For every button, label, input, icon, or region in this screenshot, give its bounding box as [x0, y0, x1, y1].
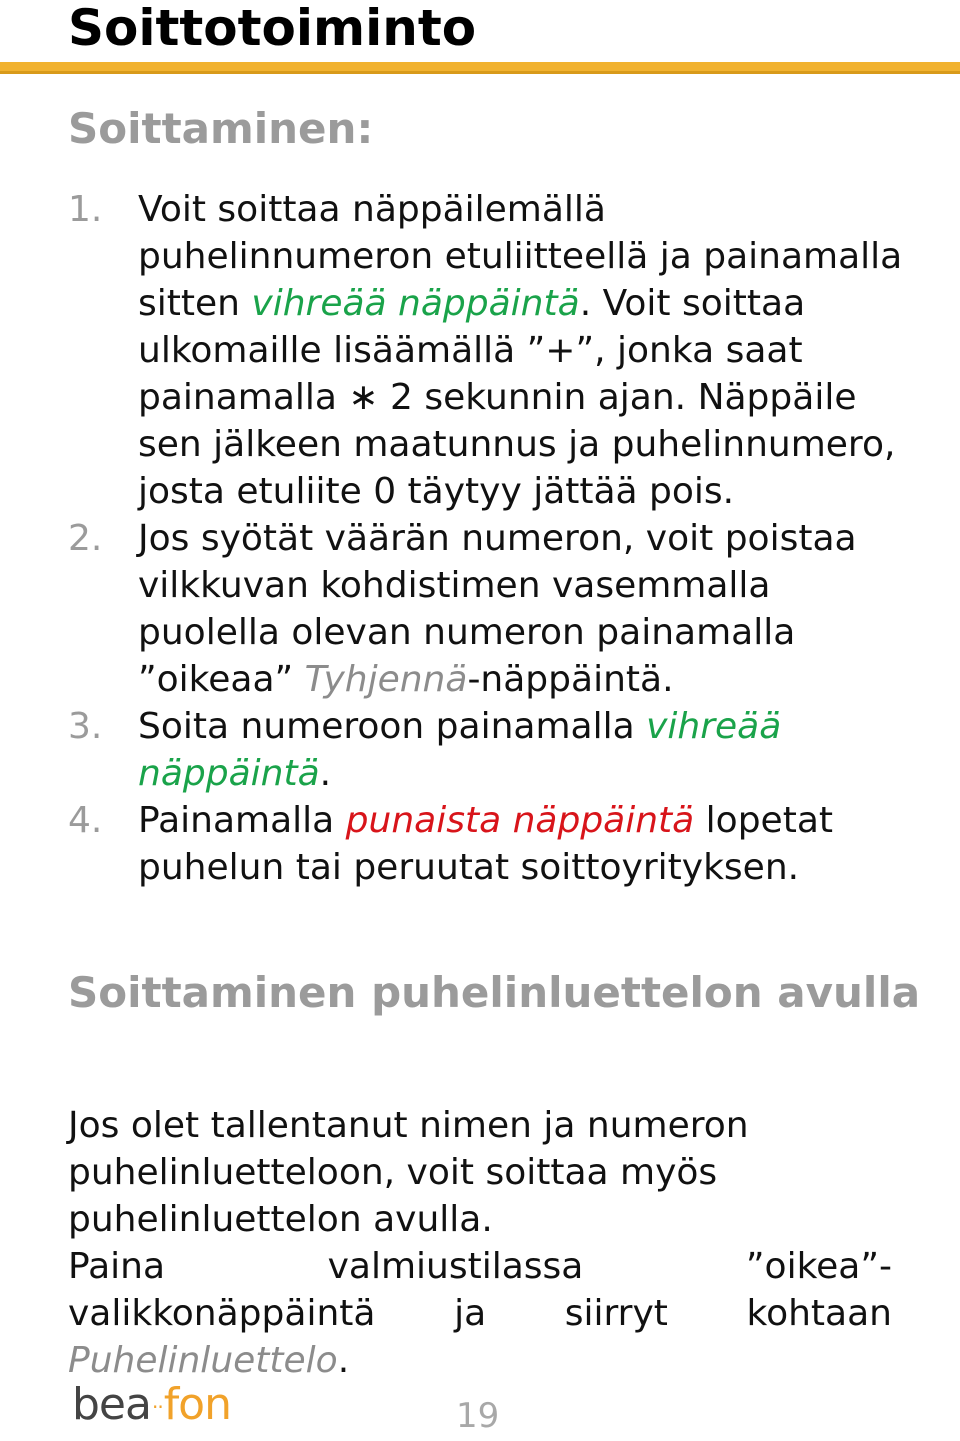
step-number: 2.: [68, 518, 103, 559]
step-text: Soita numeroon painamalla: [138, 706, 647, 747]
green-key-label: vihreää näppäintä: [251, 283, 580, 324]
step-number: 3.: [68, 706, 103, 747]
instruction-text: .: [337, 1340, 350, 1381]
list-item: [68, 797, 908, 891]
phonebook-instruction-paragraph: [68, 1243, 892, 1384]
calling-steps-list: [68, 186, 908, 891]
step-number: 1.: [68, 189, 103, 230]
logo-dots: ··: [151, 1395, 163, 1419]
step-text: -näppäintä.: [467, 659, 674, 700]
step-text: . Voit soittaa ulkomaille lisäämällä ”+”, jonka saat painamalla ∗ 2 sekunnin ajan. Näppäile sen jälkeen maatunnus ja puhelinnumero, josta etuliite 0 täytyy jättää pois.: [138, 283, 896, 512]
logo-text-fon: fon: [163, 1379, 231, 1430]
page-number: 19: [456, 1396, 500, 1436]
list-item: [68, 186, 908, 515]
step-text: lopetat puhelun tai peruutat soittoyrityksen.: [138, 800, 833, 888]
instruction-text: Paina valmiustilassa ”oikea”-valikkonäppäintä ja siirryt kohtaan: [68, 1246, 892, 1334]
red-key-label: punaista näppäintä: [345, 800, 695, 841]
phonebook-intro-paragraph: Jos olet tallentanut nimen ja numeron puhelinluetteloon, voit soittaa myös puhelinluettelon avulla.: [68, 1105, 749, 1240]
section-heading-phonebook: Soittaminen puhelinluettelon avulla: [68, 968, 921, 1017]
step-text: Painamalla: [138, 800, 346, 841]
step-text: .: [319, 753, 332, 794]
header-divider: [0, 62, 960, 74]
page-title: Soittotoiminto: [68, 0, 477, 57]
step-text: Jos syötät väärän numeron, voit poistaa vilkkuvan kohdistimen vasemmalla puolella olevan numeron painamalla ”oikeaa”: [138, 518, 857, 700]
list-item: [68, 515, 908, 703]
section-heading-calling: Soittaminen:: [68, 104, 374, 153]
clear-key-label: Tyhjennä: [304, 659, 468, 700]
logo-text-bea: bea: [72, 1379, 151, 1430]
step-number: 4.: [68, 800, 103, 841]
phonebook-menu-label: Puhelinluettelo: [68, 1340, 338, 1381]
green-key-label: vihreää näppäintä: [138, 706, 782, 794]
step-text: Voit soittaa näppäilemällä puhelinnumeron etuliitteellä ja painamalla sitten: [138, 189, 903, 324]
beafon-logo: [72, 1380, 231, 1430]
list-item: [68, 703, 908, 797]
